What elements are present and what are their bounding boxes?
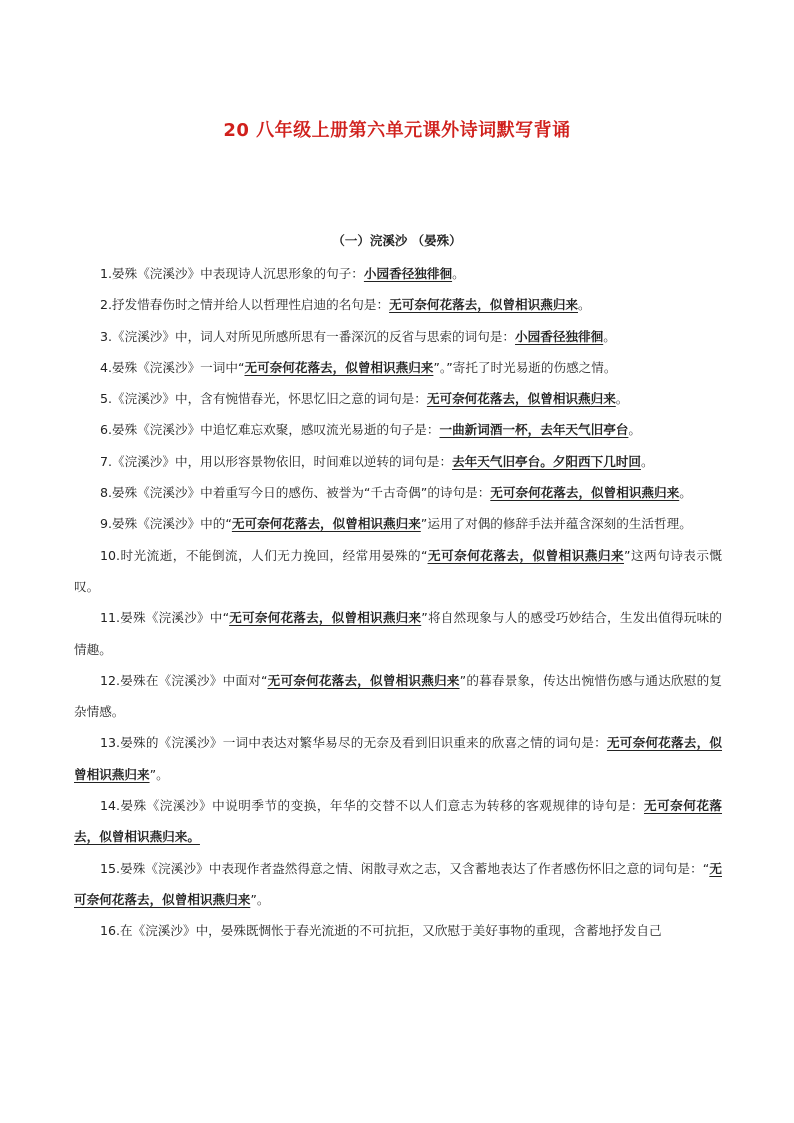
answer-text: 无可奈何花落去，似曾相识燕归来 xyxy=(427,547,625,563)
question-text: 5.《浣溪沙》中，含有惋惜春光，怀思忆旧之意的词句是： xyxy=(100,391,427,407)
question-item xyxy=(74,665,722,728)
question-suffix: 。 xyxy=(640,453,654,469)
question-suffix: ”。 xyxy=(149,766,169,782)
question-text: 12.晏殊在《浣溪沙》中面对“ xyxy=(100,672,268,688)
question-text: 1.晏殊《浣溪沙》中表现诗人沉思形象的句子： xyxy=(100,266,364,281)
question-suffix: ”。”寄托了时光易逝的伤感之情。 xyxy=(433,359,617,375)
answer-text: 无可奈何花落去，似曾相识燕归来 xyxy=(231,516,421,532)
answer-text: 去年天气旧亭台。夕阳西下几时回 xyxy=(452,453,641,469)
question-suffix: 。 xyxy=(603,328,616,344)
question-text: 15.晏殊《浣溪沙》中表现作者盎然得意之情、闲散寻欢之志，又含蓄地表达了作者感伤怀旧之意的词句是：“ xyxy=(100,860,710,876)
answer-text: 无可奈何花落去，似曾相识燕归来 xyxy=(229,610,422,626)
answer-text: 无可奈何花落去，似曾相识燕归来 xyxy=(426,391,616,407)
answer-text: 小园香径独徘徊 xyxy=(515,328,604,344)
question-item xyxy=(74,477,722,508)
question-item xyxy=(74,540,722,603)
question-suffix: 。 xyxy=(578,297,591,313)
section-title: （一）浣溪沙 （晏殊） xyxy=(332,233,462,248)
question-suffix: 。 xyxy=(615,391,629,407)
question-item xyxy=(74,289,722,320)
question-item xyxy=(74,446,722,477)
answer-text: 无可奈何花落去，似曾相识燕归来 xyxy=(74,860,722,907)
question-list xyxy=(74,258,722,947)
question-item xyxy=(74,352,722,383)
question-text: 16.在《浣溪沙》中，晏殊既惆怅于春光流逝的不可抗拒，又欣慰于美好事物的重现，含蓄地抒发自己 xyxy=(100,923,662,939)
question-item xyxy=(74,602,722,665)
question-suffix: 。 xyxy=(679,485,692,501)
question-suffix: ”这两句诗表示慨叹。 xyxy=(74,547,723,594)
question-text: 7.《浣溪沙》中，用以形容景物依旧，时间难以逆转的词句是： xyxy=(100,453,453,469)
question-text: 11.晏殊《浣溪沙》中“ xyxy=(100,610,230,626)
question-item xyxy=(74,321,722,352)
question-suffix: 。 xyxy=(452,266,465,281)
question-item xyxy=(74,853,722,916)
question-item xyxy=(74,508,722,539)
question-text: 8.晏殊《浣溪沙》中着重写今日的感伤、被誉为“千古奇偶”的诗句是： xyxy=(100,485,491,501)
question-item xyxy=(74,414,722,445)
question-item xyxy=(74,383,722,414)
question-text: 2.抒发惜春伤时之情并给人以哲理性启迪的名句是： xyxy=(100,297,390,313)
question-text: 4.晏殊《浣溪沙》一词中“ xyxy=(100,359,245,375)
question-item xyxy=(74,258,722,289)
answer-text: 无可奈何花落去，似曾相识燕归来。 xyxy=(74,798,723,845)
answer-text: 无可奈何花落去，似曾相识燕归来 xyxy=(244,359,434,375)
question-item xyxy=(74,727,722,790)
question-item xyxy=(74,790,722,853)
question-suffix: ”将自然现象与人的感受巧妙结合，生发出值得玩味的情趣。 xyxy=(74,610,722,657)
question-text: 10.时光流逝，不能倒流，人们无力挽回，经常用晏殊的“ xyxy=(100,547,428,563)
answer-text: 无可奈何花落去，似曾相识燕归来 xyxy=(267,672,460,688)
answer-text: 小园香径独徘徊 xyxy=(363,266,453,281)
answer-text: 无可奈何花落去，似曾相识燕归来 xyxy=(389,297,578,313)
question-suffix: ”的暮春景象，传达出惋惜伤感与通达欣慰的复杂情感。 xyxy=(74,672,722,720)
answer-text: 无可奈何花落去，似曾相识燕归来 xyxy=(490,485,680,501)
question-item xyxy=(74,915,722,946)
question-text: 3.《浣溪沙》中，词人对所见所感所思有一番深沉的反省与思索的词句是： xyxy=(100,328,516,344)
question-suffix: ”。 xyxy=(250,891,270,907)
question-text: 13.晏殊的《浣溪沙》一词中表达对繁华易尽的无奈及看到旧识重来的欣喜之情的词句是： xyxy=(100,735,607,751)
question-text: 6.晏殊《浣溪沙》中追忆难忘欢聚，感叹流光易逝的句子是： xyxy=(100,422,440,438)
question-suffix: ”运用了对偶的修辞手法并蕴含深刻的生活哲理。 xyxy=(420,516,692,532)
document-title: 20 八年级上册第六单元课外诗词默写背诵 xyxy=(223,120,571,141)
question-text: 14.晏殊《浣溪沙》中说明季节的变换，年华的交替不以人们意志为转移的客观规律的诗句是： xyxy=(100,798,644,814)
question-text: 9.晏殊《浣溪沙》中的“ xyxy=(100,516,232,532)
answer-text: 一曲新词酒一杯，去年天气旧亭台 xyxy=(439,422,629,438)
question-suffix: 。 xyxy=(628,422,641,438)
answer-text: 无可奈何花落去，似曾相识燕归来 xyxy=(74,735,723,782)
